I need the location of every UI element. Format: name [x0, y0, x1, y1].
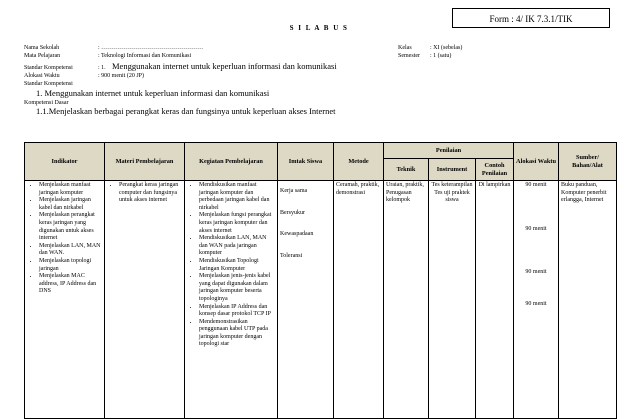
sk2-label: Standar Kompetensi — [24, 81, 73, 87]
cell-imtak — [278, 181, 334, 419]
cell-sumber: Buku panduan, Komputer penerbit erlangga, Internet — [559, 181, 617, 419]
cell-kegiatan — [185, 181, 278, 419]
header-materi: Materi Pembelajaran — [105, 143, 185, 181]
sk-prefix: : 1. — [98, 65, 106, 71]
imtak-item: Kerja sama — [280, 188, 308, 194]
list-item: • Menjelaskan LAN, MAN dan WAN. — [39, 243, 102, 258]
kd-value: 1.1.Menjelaskan berbagai perangkat keras dan fungsinya untuk keperluan akses Internet — [36, 106, 336, 116]
sk-value: Menggunakan internet untuk keperluan informasi dan komunikasi — [112, 61, 337, 71]
list-item: • Menjelaskan topologi jaringan — [39, 258, 102, 273]
list-item: • Mendemonstrasikan penggunaan kabel UTP pada jaringan komputer dengan topologi star — [199, 319, 275, 349]
alokasi-value: : 900 menit (20 JP) — [98, 73, 144, 79]
header-contoh: Contoh Penilaian — [476, 159, 514, 181]
alokasi-item: 90 menit — [525, 300, 547, 307]
mapel-value: : Teknologi Informasi dan Komunikasi — [98, 53, 192, 59]
kelas-label: Kelas — [398, 45, 412, 51]
cell-alokasi — [514, 181, 559, 419]
document-title: S I L A B U S — [289, 24, 349, 32]
list-item: • Menjelaskan jenis-jenis kabel yang dapat digunakan dalam jaringan komputer beserta topologinya — [199, 273, 275, 303]
semester-value: : 1 (satu) — [430, 53, 452, 59]
alokasi-item: 90 menit — [525, 225, 547, 232]
header-teknik: Teknik — [384, 159, 429, 181]
list-item: • Mendiskusikan LAN, MAN dan WAN pada jaringan komputer — [199, 235, 275, 258]
cell-teknik: Uraian, praktik, Penugasan kelompok — [384, 181, 429, 419]
kelas-value: : XI (sebelas) — [430, 45, 463, 51]
sk-label: Standar Kompetensi — [24, 65, 73, 71]
header-indikator: Indikator — [25, 143, 105, 181]
cell-metode: Ceramah, praktik, demonstrasi — [334, 181, 384, 419]
semester-label: Semester — [398, 53, 420, 59]
cell-materi — [105, 181, 185, 419]
list-item: • Menjelaskan jaringan kabel dan nirkabel — [39, 197, 102, 212]
sekolah-label: Nama Sekolah — [24, 45, 60, 51]
header-alokasi: Alokasi Waktu — [514, 143, 559, 181]
list-item: • Menjelaskan fungsi perangkat keras jaringan komputer dan akses internet — [199, 212, 275, 235]
list-item: • Perangkat keras jaringan computer dan fungsinya untuk akses internet — [119, 182, 182, 205]
header-metode: Metode — [334, 143, 384, 181]
header-sumber: Sumber/ Bahan/Alat — [559, 143, 617, 181]
alokasi-item: 90 menit — [525, 182, 547, 188]
header-penilaian: Penilaian — [384, 143, 514, 159]
alokasi-item: 90 menit — [525, 269, 547, 276]
list-item: • Menjelaskan MAC address, IP Address dan DNS — [39, 273, 102, 296]
imtak-item: Toleransi — [280, 252, 303, 259]
imtak-item: Bersyukur — [280, 209, 305, 216]
header-imtak: Imtak Siswa — [278, 143, 334, 181]
list-item: • Mendiskusikan manfaat jaringan komputer dan perbedaan jaringan kabel dan nirkabel — [199, 182, 275, 212]
cell-instrument: Tes keterampilan Tes uji praktek siswa — [429, 181, 476, 419]
imtak-item: Kewaspadaan — [280, 231, 314, 238]
syllabus-table — [24, 142, 617, 419]
header-kegiatan: Kegiatan Pembelajaran — [185, 143, 278, 181]
alokasi-label: Alokasi Waktu — [24, 73, 60, 79]
sk2-value: 1. Menggunakan internet untuk keperluan informasi dan komunikasi — [36, 88, 270, 98]
list-item: • Menjelaskan IP Address dan konsep dasar protokol TCP IP — [199, 304, 275, 319]
cell-contoh: Di lampirkan — [476, 181, 514, 419]
cell-indikator — [25, 181, 105, 419]
mapel-label: Mata Pelajaran — [24, 53, 61, 59]
list-item: • Menjelaskan perangkat keras jaringan yang digunakan untuk akses internet — [39, 212, 102, 242]
form-code-box: Form : 4/ IK 7.3.1/TIK — [452, 8, 610, 28]
sekolah-value: : …………………………………………… — [98, 45, 204, 51]
list-item: • Menjelaskan manfaat jaringan komputer — [39, 182, 102, 197]
kd-label: Kompetensi Dasar — [24, 100, 69, 106]
header-instrument: Instrument — [429, 159, 476, 181]
list-item: • Mendiskusikan Topologi Jaringan Komputer — [199, 258, 275, 273]
